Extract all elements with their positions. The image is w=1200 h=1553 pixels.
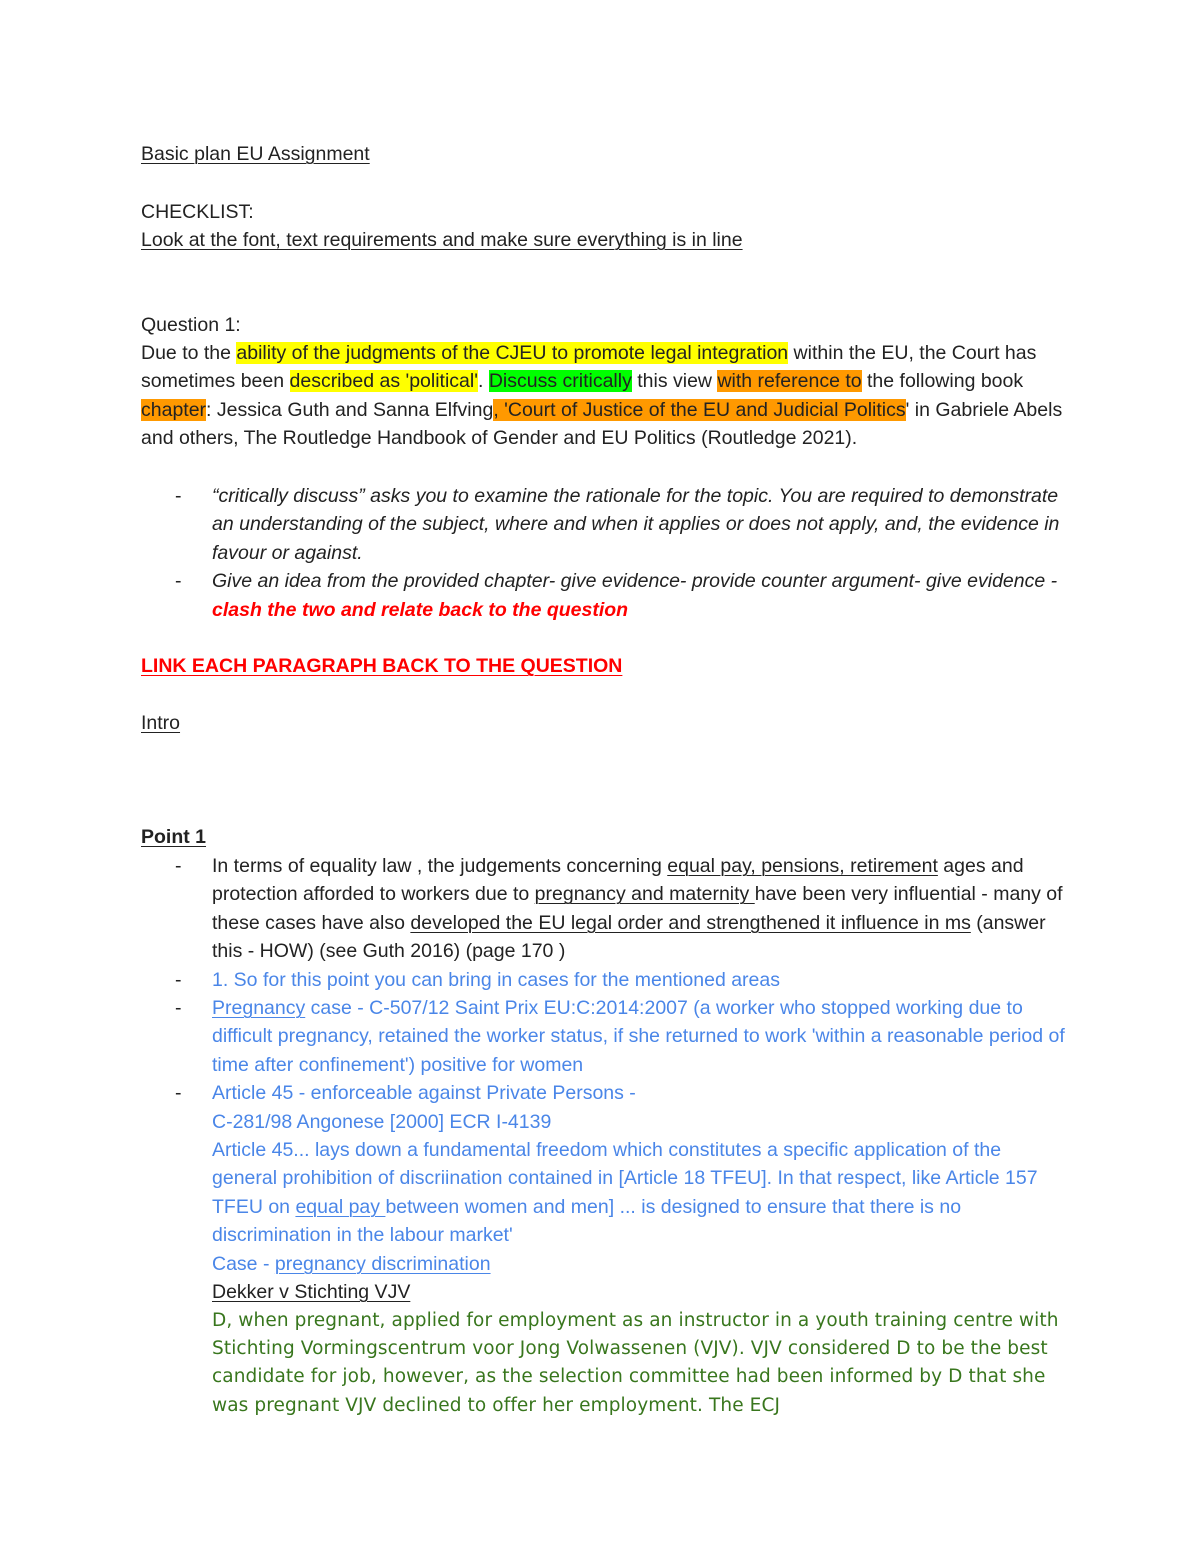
question-label: Question 1: xyxy=(141,314,241,336)
highlight-yellow: described as 'political' xyxy=(289,370,478,393)
question-text-part: . xyxy=(477,370,489,393)
bullet-marker: - xyxy=(175,570,182,593)
bullet-text: In terms of equality law , the judgements concerning xyxy=(212,855,668,877)
bullet-marker: - xyxy=(175,997,182,1020)
list-item xyxy=(141,966,1071,994)
quote-text: Article 45... lays down a fundamental freedom which constitutes a specific application of the general prohibition of discriination contained in [Article 18 TFEU]. In that respect, like Article 157 TFEU on xyxy=(212,1139,1038,1218)
checklist-label: CHECKLIST: xyxy=(141,201,254,223)
case-link[interactable]: pregnancy discrimination xyxy=(274,1252,491,1275)
highlight-orange: chapter xyxy=(141,398,207,421)
question-text-part: within the EU, the Court has sometimes been xyxy=(141,342,1037,393)
question-text-part: ' in Gabriele Abels and others, The Routledge Handbook of Gender and EU Politics (Routledge 2021). xyxy=(141,398,1063,450)
case-name: Dekker v Stichting VJV xyxy=(212,1281,411,1304)
bullet-marker: - xyxy=(175,855,182,877)
article-heading: Article 45 - enforceable against Private Persons - xyxy=(212,1082,636,1105)
underlined-text: equal pay, pensions, retirement xyxy=(667,855,938,877)
underlined-text: developed the EU legal order and strengthened it influence in ms xyxy=(410,911,971,934)
underlined-text: Pregnancy xyxy=(212,997,306,1020)
case-prefix: Case - xyxy=(212,1252,275,1275)
list-item xyxy=(141,1079,1071,1420)
intro-label: Intro xyxy=(141,712,181,734)
bullet-text: “critically discuss” asks you to examine the rationale for the topic. You are required to demonstrate an understanding of the subject, where and when it applies or does not apply, and, the evidence in favour or against. xyxy=(212,485,1060,564)
checklist-item: Look at the font, text requirements and make sure everything is in line xyxy=(141,229,743,251)
point1-bullets xyxy=(141,852,1071,1420)
highlight-yellow: ability of the judgments of the CJEU to promote legal integration xyxy=(236,342,789,364)
bullet-marker: - xyxy=(175,968,182,991)
highlight-orange: , 'Court of Justice of the EU and Judicial Politics xyxy=(493,398,906,421)
emphasis-text: clash the two and relate back to the question xyxy=(212,598,629,621)
highlight-orange: with reference to xyxy=(717,370,862,393)
bullet-text: ages and protection afforded to workers due to xyxy=(212,855,1024,906)
link-heading: LINK EACH PARAGRAPH BACK TO THE QUESTION xyxy=(141,655,623,677)
underlined-text: equal pay xyxy=(295,1195,386,1218)
bullet-text: Give an idea from the provided chapter- give evidence- provide counter argument- give evidence - xyxy=(212,570,1058,593)
case-facts: D, when pregnant, applied for employment as an instructor in a youth training centre with Stichting Vormingscentrum voor Jong Volwassenen (VJV). VJV considered D to be the best candidate for job, however, as the selection committee had been informed by D that she was pregnant VJV declined to offer her employment. The ECJ xyxy=(212,1309,1059,1416)
bullet-marker: - xyxy=(175,485,182,507)
point1-label: Point 1 xyxy=(141,826,207,848)
article-quote xyxy=(212,1136,1071,1250)
underlined-text: pregnancy and maternity xyxy=(534,883,755,906)
question-text-part: Due to the xyxy=(141,342,237,364)
list-item xyxy=(141,482,1071,567)
quote-text: between women and men] ... is designed to ensure that there is no discrimination in the labour market' xyxy=(212,1195,962,1247)
list-item xyxy=(141,567,1071,624)
question-text-part: this view xyxy=(631,370,718,393)
bullet-marker: - xyxy=(175,1082,182,1105)
question-bullets xyxy=(141,482,1071,624)
question-text-part: : Jessica Guth and Sanna Elfving xyxy=(206,398,494,421)
question-text xyxy=(141,339,1071,453)
document-title: Basic plan EU Assignment xyxy=(141,143,370,165)
case-line xyxy=(212,1250,1071,1278)
bullet-text: have been very influential - many of these cases have also xyxy=(212,883,1063,934)
bullet-text: (answer this - HOW) (see Guth 2016) (page 170 ) xyxy=(212,911,1046,963)
list-item xyxy=(141,994,1071,1079)
question-text-part: the following book xyxy=(861,370,1024,393)
bullet-text: case - C-507/12 Saint Prix EU:C:2014:2007 (a worker who stopped working due to difficult pregnancy, retained the worker status, if she returned to work 'within a reasonable period of time after confinement') positive for women xyxy=(212,997,1065,1076)
highlight-green: Discuss critically xyxy=(488,370,632,393)
bullet-text: 1. So for this point you can bring in cases for the mentioned areas xyxy=(212,968,780,991)
case-citation: C-281/98 Angonese [2000] ECR I-4139 xyxy=(212,1110,552,1133)
list-item xyxy=(141,852,1071,966)
